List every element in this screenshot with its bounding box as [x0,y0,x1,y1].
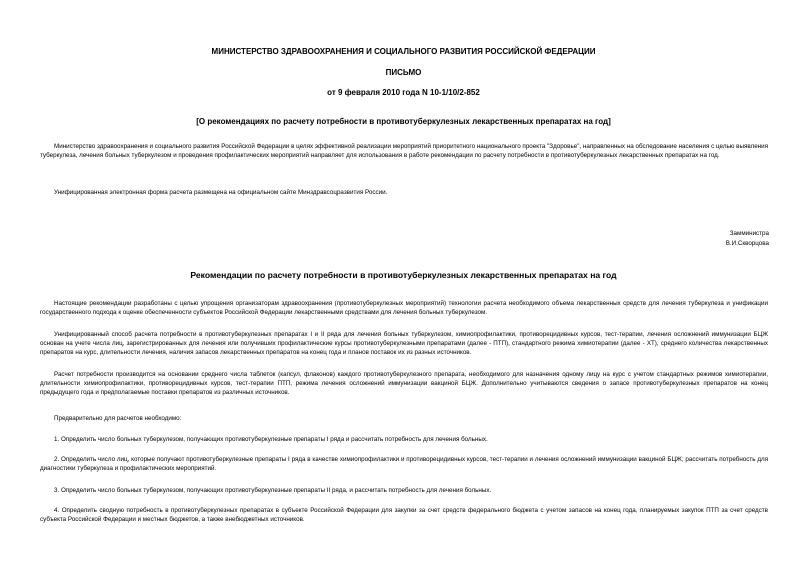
document-title: [О рекомендациях по расчету потребности в противотуберкулезных лекарственных препаратах на год] [196,117,611,126]
recommendations-paragraph: Предварительно для расчетов необходимо: [54,415,182,422]
document-type: ПИСЬМО [385,68,422,77]
signature-position: Замминистра [729,230,769,237]
signature-name: В.И.Скворцова [725,239,769,247]
letter-paragraph: Министерство здравоохранения и социального развития Российской Федерации в целях эффективной реализации мероприятий приоритетного национального проекта "Здоровье", направленных на обследование населения с целью выявления туберкулеза, лечения больных туберкулезом и проведения профилактических мероприятий направляет для использования в работе рекомендации по расчету потребности в противотуберкулезных лекарственных препаратах на год. [40,143,768,159]
recommendations-paragraph: Унифицированный способ расчета потребности в противотуберкулезных препаратах I и II ряда для лечения больных туберкулезом, химиопрофилактики, противорецидивных курсов, тест-терапии, лечения осложнений иммунизации БЦЖ основан на учете числа лиц, зарегистрированных для лечения или получивших профилактические курсы противотуберкулезными препаратами (далее - ПТП), стандартного режима химиотерапии (далее - ХТ), среднего количества лекарственных препаратов на курс, длительности лечения, наличия запасов лекарственных препаратов на конец года и планов поставок их из разных источников. [40,331,768,356]
recommendations-list-item: 4. Определить сводную потребность в противотуберкулезных препаратах в субъекте Российской Федерации для закупки за счет средств федерального бюджета с учетом запасов на конец года, планируемых закупок ПТП за счет средств субъекта Российской Федерации и местных бюджетов, а также внебюджетных источников. [40,507,768,523]
document-date-number: от 9 февраля 2010 года N 10-1/10/2-852 [327,88,480,97]
recommendations-list-item: 3. Определить число больных туберкулезом, получающих противотуберкулезные препараты II ряда, и рассчитать потребность для лечения больных. [54,487,492,494]
recommendations-paragraph: Расчет потребности производится на основании среднего числа таблеток (капсул, флаконов) каждого противотуберкулезного препарата, необходимого для назначения одному лицу на курс с учетом стандартных режимов химиотерапии, длительности химиопрофилактики, противорецидивных курсов, тест-терапии ПТП, режима лечения осложнений иммунизации вакциной БЦЖ. Дополнительно учитываются сведения о запасе противотуберкулезных препаратов на конец предыдущего года и предполагаемые поставки препаратов из различных источников. [40,371,768,396]
recommendations-list-item: 1. Определить число больных туберкулезом, получающих противотуберкулезные препараты I ряда и рассчитать потребность для лечения больных. [54,436,488,443]
recommendations-title: Рекомендации по расчету потребности в противотуберкулезных лекарственных препаратах на год [190,270,617,280]
signature-block [726,229,769,248]
recommendations-paragraph: Настоящие рекомендации разработаны с целью упрощения организаторам здравоохранения (противотуберкулезных мероприятий) технологии расчета необходимого объема лекарственных средств для лечения туберкулеза и унификации государственного подхода к оценке обеспеченности субъектов Российской Федерации лекарственными средствами для лечения больных туберкулезом. [40,300,768,316]
recommendations-list-item: 2. Определить число лиц, которые получают противотуберкулезные препараты I ряда в качестве химиопрофилактики и противорецидивных курсов, тест-терапии и лечения осложнений иммунизации вакциной БЦЖ; рассчитать потребность для диагностики туберкулеза и профилактических мероприятий. [40,456,768,472]
ministry-heading: МИНИСТЕРСТВО ЗДРАВООХРАНЕНИЯ И СОЦИАЛЬНОГО РАЗВИТИЯ РОССИЙСКОЙ ФЕДЕРАЦИИ [211,47,596,56]
letter-paragraph: Унифицированная электронная форма расчета размещена на официальном сайте Минздравсоцразвития России. [54,189,388,196]
